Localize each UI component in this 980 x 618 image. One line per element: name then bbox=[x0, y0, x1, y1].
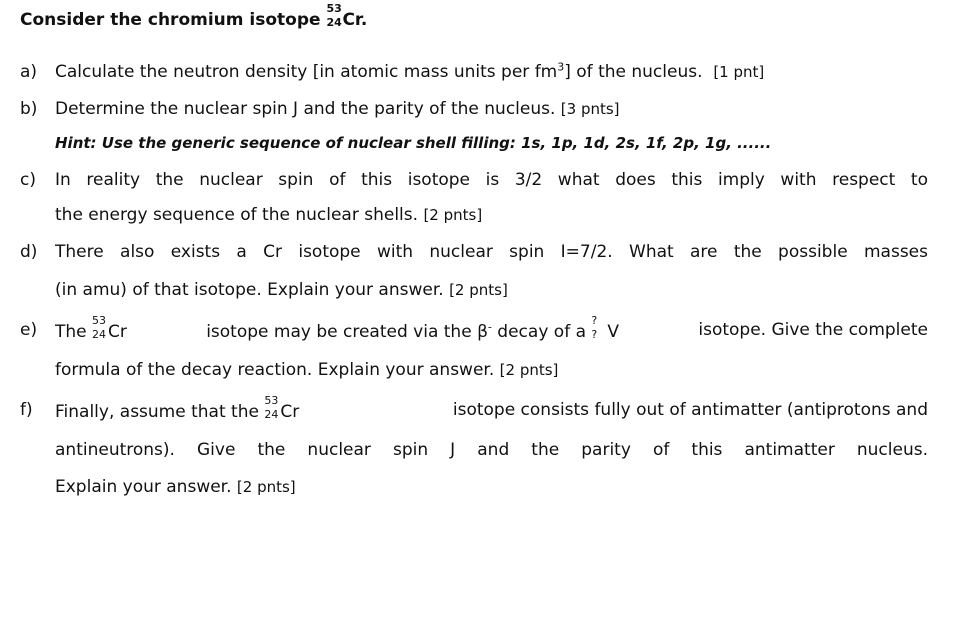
question-a-text-start: Calculate the neutron density [in atomic mass units per fm bbox=[55, 62, 558, 82]
title-prefix: Consider the chromium isotope bbox=[20, 10, 327, 30]
cubic-superscript: 3 bbox=[557, 60, 565, 74]
question-e-end: isotope. Give the complete bbox=[698, 320, 928, 340]
question-e-line2-wrap bbox=[55, 360, 558, 380]
question-b-text bbox=[55, 99, 620, 119]
question-d-line2: (in amu) of that isotope. Explain your answer. bbox=[55, 280, 444, 300]
beta-minus-superscript: - bbox=[487, 320, 492, 334]
question-a-text bbox=[55, 62, 764, 82]
question-e-start bbox=[55, 314, 127, 342]
question-f-line3-wrap bbox=[55, 477, 296, 497]
question-a-points: [1 pnt] bbox=[713, 63, 765, 81]
question-f-marker: f) bbox=[20, 400, 33, 420]
cr53-element: Cr bbox=[108, 322, 127, 342]
vanadium-element: V bbox=[607, 322, 620, 342]
mass-number: 53 bbox=[326, 2, 342, 15]
question-c-line1: In reality the nuclear spin of this isotope is 3/2 what does this imply with respect to bbox=[55, 170, 928, 190]
element-symbol: Cr. bbox=[342, 10, 368, 30]
question-a-text-end: ] of the nucleus. bbox=[564, 62, 703, 82]
question-e-mid bbox=[206, 314, 620, 342]
question-f-line1 bbox=[55, 394, 928, 422]
question-f-points: [2 pnts] bbox=[236, 478, 296, 496]
vanadium-z: ? bbox=[591, 328, 598, 341]
cr53-mass: 53 bbox=[92, 314, 107, 327]
question-f-end: isotope consists fully out of antimatter (antiprotons and bbox=[452, 400, 928, 420]
shell-filling-hint: Hint: Use the generic sequence of nuclear shell filling: 1s, 1p, 1d, 2s, 1f, 2p, 1g, ...... bbox=[55, 134, 772, 152]
question-c-points: [2 pnts] bbox=[423, 206, 483, 224]
problem-title bbox=[20, 2, 368, 30]
question-e-line2: formula of the decay reaction. Explain your answer. bbox=[55, 360, 495, 380]
question-b-marker: b) bbox=[20, 99, 38, 119]
question-c-marker: c) bbox=[20, 170, 36, 190]
question-e-decay-text: decay of a bbox=[491, 322, 592, 342]
question-d-marker: d) bbox=[20, 242, 38, 262]
question-e-points: [2 pnts] bbox=[499, 361, 559, 379]
question-d-points: [2 pnts] bbox=[449, 281, 508, 299]
cr53-isotope-symbol bbox=[92, 314, 107, 341]
question-e-beta-text: isotope may be created via the β bbox=[206, 322, 488, 342]
cr53-z: 24 bbox=[92, 328, 107, 341]
question-e-the: The bbox=[55, 322, 93, 342]
atomic-number: 24 bbox=[326, 16, 342, 29]
question-d-line1: There also exists a Cr isotope with nuclear spin I=7/2. What are the possible masses bbox=[55, 242, 928, 262]
question-b-line1: Determine the nuclear spin J and the parity of the nucleus. bbox=[55, 99, 556, 119]
question-e-marker: e) bbox=[20, 320, 38, 340]
question-b-points: [3 pnts] bbox=[560, 100, 620, 118]
vanadium-mass: ? bbox=[591, 314, 598, 327]
question-e-line1 bbox=[55, 314, 928, 342]
question-f-line3: Explain your answer. bbox=[55, 477, 232, 497]
question-f-finally: Finally, assume that the bbox=[55, 402, 265, 422]
cr53-antimatter-symbol bbox=[264, 394, 279, 421]
question-d-line2-wrap bbox=[55, 280, 508, 300]
antimatter-cr-z: 24 bbox=[264, 408, 279, 421]
question-c-line2: the energy sequence of the nuclear shells. bbox=[55, 205, 419, 225]
vanadium-isotope-symbol bbox=[591, 314, 606, 341]
antimatter-cr-mass: 53 bbox=[264, 394, 279, 407]
question-f-start bbox=[55, 394, 300, 422]
question-c-line2-wrap bbox=[55, 205, 482, 225]
question-a-marker: a) bbox=[20, 62, 38, 82]
question-f-line2: antineutrons). Give the nuclear spin J and the parity of this antimatter nucleus. bbox=[55, 440, 928, 460]
antimatter-cr-element: Cr bbox=[280, 402, 300, 422]
isotope-symbol bbox=[326, 2, 342, 29]
